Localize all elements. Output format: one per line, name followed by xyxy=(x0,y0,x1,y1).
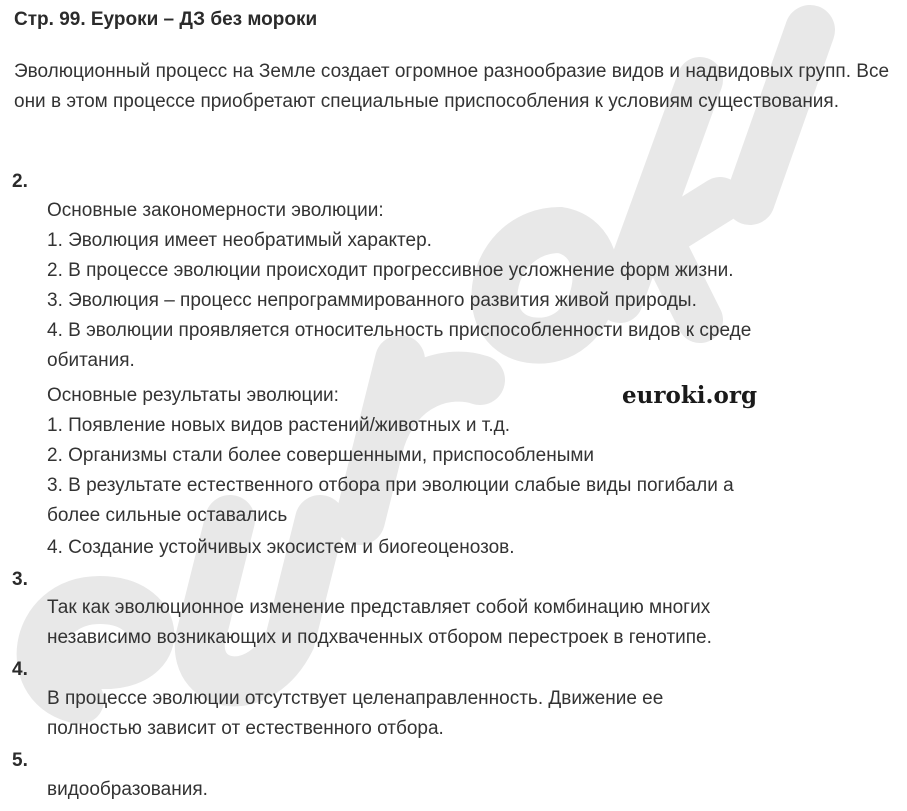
patterns-heading: Основные закономерности эволюции: xyxy=(47,200,384,221)
results-heading: Основные результаты эволюции: xyxy=(47,385,339,406)
question-number-2: 2. xyxy=(12,171,28,192)
question-number-5: 5. xyxy=(12,750,28,771)
answer-line: полностью зависит от естественного отбора. xyxy=(47,718,444,739)
question-number-4: 4. xyxy=(12,659,28,680)
answer-line: В процессе эволюции отсутствует целенаправленность. Движение ее xyxy=(47,688,664,709)
list-item: 1. Появление новых видов растений/животных и т.д. xyxy=(47,415,511,436)
question-number-3: 3. xyxy=(12,569,28,590)
list-item: 2. В процессе эволюции происходит прогрессивное усложнение форм жизни. xyxy=(47,260,734,281)
list-item: обитания. xyxy=(47,350,135,371)
page-title: Стр. 99. Еуроки – ДЗ без мороки xyxy=(14,9,318,30)
list-item: 1. Эволюция имеет необратимый характер. xyxy=(47,230,432,251)
answer-line: независимо возникающих и подхваченных отбором перестроек в генотипе. xyxy=(47,627,712,648)
answer-line: видообразования. xyxy=(47,779,208,800)
list-item: 3. В результате естественного отбора при эволюции слабые виды погибали а xyxy=(47,475,734,496)
list-item: более сильные оставались xyxy=(47,505,288,526)
list-item: 4. Создание устойчивых экосистем и биогеоценозов. xyxy=(47,537,515,558)
list-item: 4. В эволюции проявляется относительность приспособленности видов к среде xyxy=(47,320,752,341)
list-item: 2. Организмы стали более совершенными, приспособлеными xyxy=(47,445,595,466)
list-item: 3. Эволюция – процесс непрограммированного развития живой природы. xyxy=(47,290,697,311)
answer-line: Так как эволюционное изменение представляет собой комбинацию многих xyxy=(47,597,711,618)
intro-paragraph: Эволюционный процесс на Земле создает огромное разнообразие видов и надвидовых групп. Все они в этом процессе приобретают специальные приспособления к условиям существования. xyxy=(14,61,890,112)
brand-label: euroki.org xyxy=(622,382,758,409)
